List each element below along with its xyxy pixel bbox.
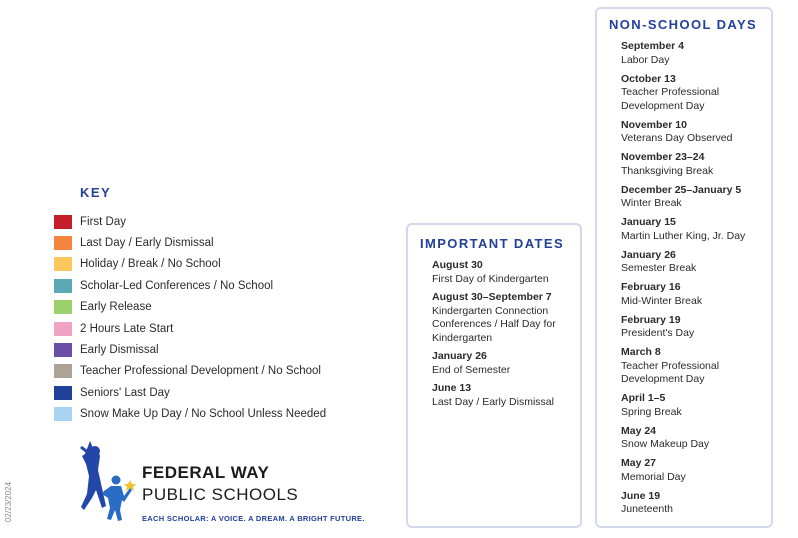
entry-date: October 13 [621, 72, 676, 85]
entry-date: August 30 [432, 259, 483, 271]
date-entry [621, 314, 771, 341]
tagline-bright: BRIGHT [297, 514, 328, 523]
date-entry [432, 350, 572, 377]
entry-date: May 27 [621, 457, 657, 469]
date-entry [621, 425, 771, 452]
non-school-days-title: NON-SCHOOL DAYS [609, 17, 758, 32]
entry-description: Memorial Day [621, 470, 686, 483]
entry-date: November 10 [621, 118, 687, 131]
entry-description: Mid-Winter Break [621, 294, 703, 307]
key-color-swatch [54, 364, 72, 378]
key-list [54, 211, 326, 425]
key-color-swatch [54, 300, 72, 314]
key-label: Early Dismissal [80, 344, 159, 357]
important-dates-title: IMPORTANT DATES [420, 236, 565, 251]
entry-description: Teacher Professional Development Day [621, 86, 720, 112]
key-label: Seniors' Last Day [80, 386, 170, 399]
key-label: First Day [80, 215, 126, 228]
entry-date: March 8 [621, 346, 661, 358]
entry-description: Kindergarten Connection Conferences / Half Day for Kindergarten [432, 304, 556, 344]
entry-description: Teacher Professional Development Day [621, 359, 720, 385]
key-row [54, 361, 326, 382]
date-entry [432, 291, 572, 345]
date-entry [621, 40, 771, 67]
children-jumping-icon [78, 438, 138, 523]
logo-tagline [142, 514, 365, 523]
key-color-swatch [54, 236, 72, 250]
key-color-swatch [54, 257, 72, 271]
non-school-days-panel [595, 7, 773, 528]
key-row [54, 339, 326, 360]
key-row [54, 254, 326, 275]
tagline-main: EACH SCHOLAR: A VOICE. A DREAM. A [142, 514, 298, 523]
entry-description: Labor Day [621, 53, 670, 66]
entry-description: Semester Break [621, 262, 697, 274]
entry-date: November 23–24 [621, 151, 705, 163]
key-label: Last Day / Early Dismissal [80, 237, 214, 250]
date-entry [432, 382, 572, 409]
entry-description: Spring Break [621, 405, 682, 418]
entry-description: Winter Break [621, 197, 682, 209]
non-school-days-list [621, 40, 771, 522]
date-entry [621, 281, 771, 308]
key-label: Scholar-Led Conferences / No School [80, 279, 274, 292]
entry-date: June 13 [432, 382, 472, 394]
key-row [54, 318, 326, 339]
entry-description: Juneteenth [621, 503, 673, 515]
date-entry [621, 249, 771, 276]
entry-description: Last Day / Early Dismissal [432, 395, 554, 408]
entry-description: First Day of Kindergarten [432, 272, 549, 285]
key-title: KEY [80, 185, 112, 200]
entry-date: February 16 [621, 281, 681, 293]
entry-description: Thanksgiving Break [621, 164, 714, 177]
entry-description: Veterans Day Observed [621, 132, 733, 144]
entry-description: Snow Makeup Day [621, 438, 710, 450]
important-dates-panel [406, 223, 582, 528]
entry-description: End of Semester [432, 363, 511, 376]
entry-date: January 26 [621, 248, 676, 261]
logo-line-2: PUBLIC SCHOOLS [142, 485, 299, 504]
date-entry [621, 119, 771, 146]
entry-date: August 30–September 7 [432, 291, 552, 303]
district-logo [78, 438, 365, 528]
entry-date: January 26 [432, 350, 487, 362]
date-entry [621, 346, 771, 387]
key-label: Snow Make Up Day / No School Unless Needed [80, 408, 327, 421]
key-color-swatch [54, 343, 72, 357]
date-entry [621, 73, 771, 114]
entry-date: February 19 [621, 313, 681, 326]
key-row [54, 275, 326, 296]
entry-date: May 24 [621, 424, 657, 437]
key-label: 2 Hours Late Start [80, 322, 174, 335]
key-color-swatch [54, 386, 72, 400]
key-color-swatch [54, 215, 72, 229]
date-entry [621, 151, 771, 178]
key-color-swatch [54, 279, 72, 293]
entry-date: December 25–January 5 [621, 183, 742, 196]
date-entry [621, 490, 771, 517]
entry-date: September 4 [621, 40, 685, 52]
key-color-swatch [54, 407, 72, 421]
key-row [54, 232, 326, 253]
entry-description: Martin Luther King, Jr. Day [621, 229, 746, 242]
logo-line-1: FEDERAL WAY [142, 463, 270, 482]
key-label: Teacher Professional Development / No School [80, 365, 321, 378]
key-row [54, 382, 326, 403]
entry-date: June 19 [621, 489, 661, 502]
key-row [54, 404, 326, 425]
date-entry [621, 184, 771, 211]
entry-date: January 15 [621, 216, 676, 228]
date-entry [621, 392, 771, 419]
key-label: Early Release [80, 301, 152, 314]
key-color-swatch [54, 322, 72, 336]
entry-description: President's Day [621, 327, 695, 339]
key-label: Holiday / Break / No School [80, 258, 221, 271]
important-dates-list [432, 259, 572, 414]
date-entry [621, 216, 771, 243]
date-entry [432, 259, 572, 286]
print-date-stamp: 02/23/2024 [4, 481, 13, 522]
key-row [54, 211, 326, 232]
date-entry [621, 457, 771, 484]
key-row [54, 297, 326, 318]
tagline-end: FUTURE. [327, 514, 365, 523]
entry-date: April 1–5 [621, 392, 666, 404]
